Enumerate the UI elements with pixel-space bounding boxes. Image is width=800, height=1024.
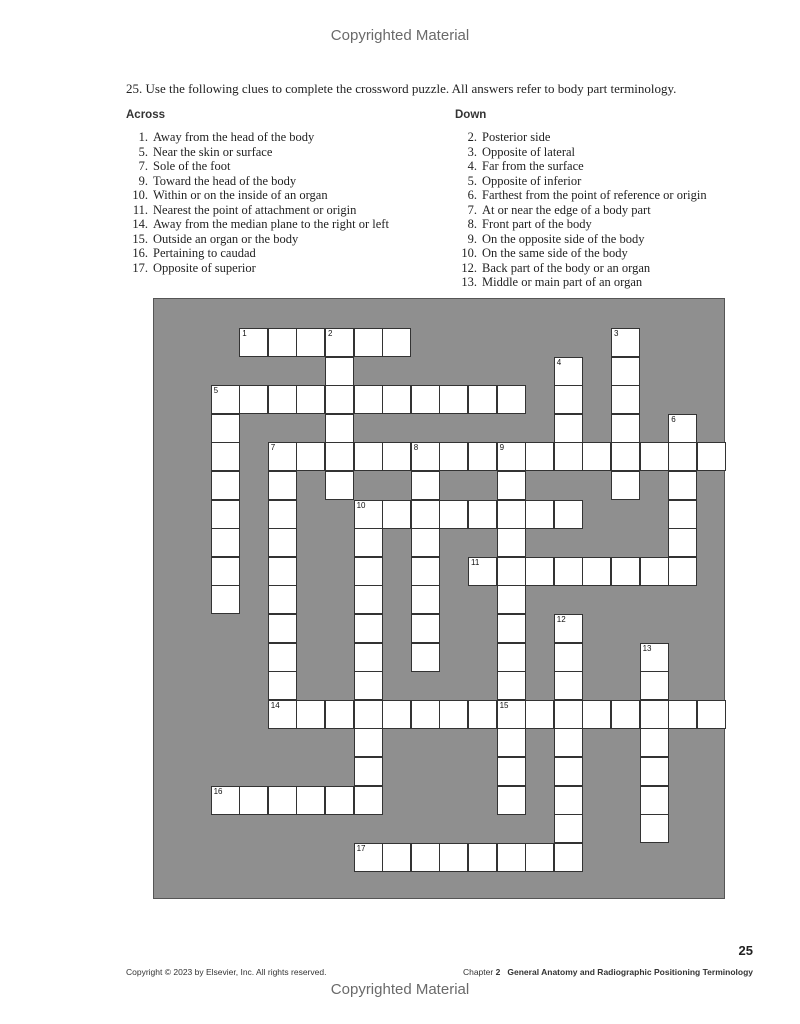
crossword-cell[interactable] [354, 671, 383, 700]
clue-text: Toward the head of the body [153, 173, 297, 188]
across-clue-list [126, 130, 389, 275]
crossword-cell[interactable] [497, 786, 526, 815]
crossword-cell[interactable] [268, 328, 297, 357]
crossword-cell[interactable] [411, 500, 440, 529]
crossword-cell[interactable] [640, 671, 669, 700]
crossword-cell[interactable] [268, 700, 297, 729]
crossword-cell[interactable] [611, 385, 640, 414]
crossword-cell[interactable] [525, 442, 554, 471]
crossword-cell[interactable] [554, 442, 583, 471]
clue-text: Posterior side [482, 130, 551, 144]
chapter-title: General Anatomy and Radiographic Positioning Terminology [507, 967, 753, 977]
watermark-top: Copyrighted Material [330, 27, 470, 44]
crossword-cell[interactable] [411, 528, 440, 557]
across-clue [126, 174, 389, 189]
crossword-cell[interactable] [668, 414, 697, 443]
crossword-cell[interactable] [325, 700, 354, 729]
chapter-footer [463, 967, 753, 977]
crossword-cell[interactable] [497, 643, 526, 672]
crossword-cell[interactable] [211, 385, 240, 414]
crossword-cell[interactable] [554, 843, 583, 872]
crossword-cell[interactable] [468, 843, 497, 872]
cell-number: 14 [270, 700, 280, 710]
crossword-cell[interactable] [554, 357, 583, 386]
clue-number: 10. [132, 188, 148, 202]
down-clue [455, 275, 707, 290]
down-clue [455, 246, 707, 261]
clue-number: 9. [138, 173, 148, 188]
cell-number: 10 [356, 500, 366, 510]
crossword-cell[interactable] [554, 786, 583, 815]
clue-text: On the same side of the body [482, 246, 628, 260]
crossword-cell[interactable] [554, 614, 583, 643]
down-clue [455, 232, 707, 247]
crossword-cell[interactable] [697, 700, 726, 729]
crossword-cell[interactable] [525, 500, 554, 529]
clue-number: 7. [467, 202, 477, 217]
crossword-cell[interactable] [211, 442, 240, 471]
crossword-cell[interactable] [697, 442, 726, 471]
clue-number: 5. [467, 173, 477, 188]
crossword-cell[interactable] [211, 557, 240, 586]
across-clue [126, 217, 389, 232]
crossword-cell[interactable] [611, 442, 640, 471]
crossword-cell[interactable] [296, 328, 325, 357]
crossword-cell[interactable] [554, 643, 583, 672]
crossword-cell[interactable] [497, 728, 526, 757]
crossword-cell[interactable] [325, 471, 354, 500]
clue-text: Sole of the foot [153, 159, 231, 173]
crossword-cell[interactable] [468, 700, 497, 729]
crossword-cell[interactable] [354, 557, 383, 586]
crossword-cell[interactable] [325, 442, 354, 471]
crossword-cell[interactable] [296, 385, 325, 414]
across-clue [126, 130, 389, 145]
crossword-cell[interactable] [354, 786, 383, 815]
clue-number: 13. [461, 275, 477, 289]
crossword-cell[interactable] [268, 643, 297, 672]
crossword-cell[interactable] [468, 442, 497, 471]
crossword-cell[interactable] [239, 385, 268, 414]
crossword-cell[interactable] [611, 328, 640, 357]
crossword-cell[interactable] [411, 471, 440, 500]
clue-number: 11. [132, 202, 148, 217]
clue-number: 15. [132, 231, 148, 246]
crossword-cell[interactable] [268, 585, 297, 614]
chapter-prefix: Chapter [462, 967, 494, 977]
crossword-cell[interactable] [354, 328, 383, 357]
crossword-cell[interactable] [497, 471, 526, 500]
crossword-cell[interactable] [296, 786, 325, 815]
crossword-cell[interactable] [640, 557, 669, 586]
crossword-cell[interactable] [211, 786, 240, 815]
crossword-cell[interactable] [325, 328, 354, 357]
crossword-cell[interactable] [296, 700, 325, 729]
crossword-cell[interactable] [325, 357, 354, 386]
crossword-cell[interactable] [268, 614, 297, 643]
clue-number: 4. [467, 159, 477, 173]
exercise-instruction: 25. Use the following clues to complete the crossword puzzle. All answers refer to body part terminology. [126, 81, 677, 96]
crossword-cell[interactable] [268, 671, 297, 700]
crossword-grid [153, 298, 725, 899]
crossword-cell[interactable] [354, 528, 383, 557]
crossword-cell[interactable] [411, 385, 440, 414]
across-clue [126, 246, 389, 261]
cell-number: 4 [556, 357, 562, 367]
crossword-cell[interactable] [525, 843, 554, 872]
clue-text: Nearest the point of attachment or origin [153, 202, 357, 217]
crossword-cell[interactable] [382, 500, 411, 529]
crossword-cell[interactable] [668, 557, 697, 586]
crossword-cell[interactable] [611, 357, 640, 386]
clue-text: Near the skin or surface [153, 144, 273, 159]
crossword-cell[interactable] [640, 442, 669, 471]
clue-number: 16. [132, 246, 148, 260]
down-clue [455, 188, 707, 203]
across-clue [126, 145, 389, 160]
clue-number: 14. [132, 217, 148, 231]
crossword-cell[interactable] [554, 814, 583, 843]
clue-text: Front part of the body [482, 217, 592, 231]
crossword-cell[interactable] [325, 414, 354, 443]
crossword-cell[interactable] [439, 500, 468, 529]
crossword-cell[interactable] [382, 385, 411, 414]
crossword-cell[interactable] [439, 700, 468, 729]
crossword-cell[interactable] [354, 757, 383, 786]
clue-text: Away from the head of the body [153, 130, 315, 144]
crossword-cell[interactable] [382, 843, 411, 872]
crossword-cell[interactable] [497, 843, 526, 872]
across-clue [126, 159, 389, 174]
clue-text: Opposite of superior [153, 260, 256, 275]
crossword-cell[interactable] [554, 700, 583, 729]
crossword-cell[interactable] [668, 528, 697, 557]
crossword-cell[interactable] [268, 442, 297, 471]
crossword-cell[interactable] [382, 700, 411, 729]
crossword-cell[interactable] [211, 471, 240, 500]
crossword-cell[interactable] [582, 442, 611, 471]
crossword-cell[interactable] [354, 728, 383, 757]
cell-number: 2 [328, 329, 333, 338]
down-clue [455, 145, 707, 160]
down-clue [455, 174, 707, 189]
clue-number: 8. [467, 217, 477, 231]
clue-text: Back part of the body or an organ [482, 260, 651, 275]
cell-number: 3 [614, 329, 619, 338]
crossword-cell[interactable] [611, 700, 640, 729]
crossword-cell[interactable] [211, 500, 240, 529]
clue-text: Opposite of inferior [482, 173, 582, 188]
crossword-cell[interactable] [668, 442, 697, 471]
crossword-cell[interactable] [325, 786, 354, 815]
crossword-cell[interactable] [640, 757, 669, 786]
clue-number: 17. [132, 260, 148, 275]
clue-number: 6. [467, 188, 477, 202]
clue-text: Opposite of lateral [482, 144, 576, 159]
down-clue-list [455, 130, 707, 290]
crossword-cell[interactable] [382, 328, 411, 357]
cell-number: 5 [213, 386, 219, 396]
crossword-cell[interactable] [554, 671, 583, 700]
crossword-cell[interactable] [211, 414, 240, 443]
clue-number: 12. [461, 260, 477, 275]
crossword-cell[interactable] [268, 557, 297, 586]
crossword-cell[interactable] [268, 385, 297, 414]
across-heading: Across [126, 109, 165, 121]
crossword-cell[interactable] [268, 500, 297, 529]
crossword-cell[interactable] [525, 557, 554, 586]
crossword-cell[interactable] [239, 328, 268, 357]
crossword-cell[interactable] [497, 557, 526, 586]
clue-text: Away from the median plane to the right or left [153, 217, 389, 231]
crossword-cell[interactable] [525, 700, 554, 729]
crossword-cell[interactable] [554, 557, 583, 586]
crossword-cell[interactable] [497, 700, 526, 729]
crossword-cell[interactable] [411, 557, 440, 586]
crossword-cell[interactable] [268, 528, 297, 557]
clue-text: At or near the edge of a body part [482, 202, 651, 217]
crossword-cell[interactable] [668, 700, 697, 729]
cell-number: 7 [270, 443, 276, 453]
cell-number: 13 [642, 643, 652, 653]
crossword-cell[interactable] [554, 728, 583, 757]
crossword-cell[interactable] [497, 385, 526, 414]
crossword-cell[interactable] [354, 585, 383, 614]
crossword-cell[interactable] [411, 843, 440, 872]
across-clue [126, 188, 389, 203]
crossword-cell[interactable] [497, 442, 526, 471]
across-clue [126, 261, 389, 276]
clue-text: Far from the surface [482, 159, 584, 173]
crossword-cell[interactable] [439, 442, 468, 471]
crossword-cell[interactable] [354, 442, 383, 471]
clue-number: 7. [138, 159, 148, 173]
across-clue [126, 232, 389, 247]
clue-number: 3. [467, 144, 477, 159]
crossword-cell[interactable] [497, 528, 526, 557]
crossword-cell[interactable] [497, 614, 526, 643]
clue-text: Pertaining to caudad [153, 246, 256, 260]
crossword-cell[interactable] [239, 786, 268, 815]
cell-number: 8 [413, 443, 419, 453]
crossword-cell[interactable] [668, 471, 697, 500]
crossword-cell[interactable] [354, 500, 383, 529]
crossword-cell[interactable] [468, 385, 497, 414]
crossword-cell[interactable] [640, 643, 669, 672]
crossword-cell[interactable] [268, 786, 297, 815]
clue-text: Outside an organ or the body [153, 231, 299, 246]
down-clue [455, 130, 707, 145]
cell-number: 17 [356, 843, 366, 853]
down-heading: Down [455, 109, 487, 121]
clue-number: 2. [467, 130, 477, 144]
crossword-cell[interactable] [411, 614, 440, 643]
crossword-cell[interactable] [497, 500, 526, 529]
cell-number: 1 [242, 329, 247, 338]
crossword-cell[interactable] [296, 442, 325, 471]
crossword-cell[interactable] [354, 843, 383, 872]
crossword-cell[interactable] [554, 757, 583, 786]
crossword-cell[interactable] [640, 728, 669, 757]
cell-number: 6 [671, 414, 676, 424]
clue-number: 5. [138, 144, 148, 159]
cell-number: 9 [499, 443, 505, 453]
crossword-cell[interactable] [611, 414, 640, 443]
crossword-cell[interactable] [640, 786, 669, 815]
crossword-cell[interactable] [411, 585, 440, 614]
crossword-cell[interactable] [268, 471, 297, 500]
cell-number: 11 [471, 557, 480, 567]
crossword-cell[interactable] [497, 757, 526, 786]
down-clue [455, 261, 707, 276]
crossword-cell[interactable] [411, 643, 440, 672]
page-number: 25 [738, 943, 753, 958]
clue-text: Middle or main part of an organ [482, 275, 643, 289]
crossword-cell[interactable] [468, 500, 497, 529]
crossword-cell[interactable] [668, 500, 697, 529]
copyright-notice: Copyright © 2023 by Elsevier, Inc. All rights reserved. [126, 967, 327, 977]
cell-number: 16 [213, 786, 223, 796]
crossword-cell[interactable] [640, 814, 669, 843]
down-clue [455, 217, 707, 232]
crossword-cell[interactable] [411, 442, 440, 471]
crossword-cell[interactable] [439, 385, 468, 414]
watermark-bottom: Copyrighted Material [330, 981, 470, 998]
crossword-cell[interactable] [354, 385, 383, 414]
clue-number: 10. [461, 246, 477, 260]
crossword-cell[interactable] [411, 700, 440, 729]
crossword-cell[interactable] [611, 557, 640, 586]
crossword-cell[interactable] [554, 500, 583, 529]
crossword-cell[interactable] [640, 700, 669, 729]
down-clue [455, 203, 707, 218]
crossword-cell[interactable] [582, 557, 611, 586]
cell-number: 12 [556, 615, 566, 624]
crossword-cell[interactable] [211, 528, 240, 557]
crossword-cell[interactable] [611, 471, 640, 500]
crossword-cell[interactable] [354, 614, 383, 643]
across-clue [126, 203, 389, 218]
crossword-cell[interactable] [497, 585, 526, 614]
clue-text: Within or on the inside of an organ [153, 188, 328, 202]
clue-text: Farthest from the point of reference or origin [482, 188, 707, 202]
clue-text: On the opposite side of the body [482, 231, 645, 246]
down-clue [455, 159, 707, 174]
crossword-cell[interactable] [554, 414, 583, 443]
crossword-cell[interactable] [211, 585, 240, 614]
crossword-cell[interactable] [497, 671, 526, 700]
crossword-cell[interactable] [382, 442, 411, 471]
chapter-number: 2 [495, 967, 501, 977]
crossword-cell[interactable] [468, 557, 497, 586]
clue-number: 1. [138, 130, 148, 144]
crossword-cell[interactable] [354, 643, 383, 672]
crossword-cell[interactable] [582, 700, 611, 729]
crossword-cell[interactable] [439, 843, 468, 872]
clue-number: 9. [467, 231, 477, 246]
crossword-cell[interactable] [325, 385, 354, 414]
crossword-cell[interactable] [354, 700, 383, 729]
cell-number: 15 [499, 700, 509, 710]
crossword-cell[interactable] [554, 385, 583, 414]
